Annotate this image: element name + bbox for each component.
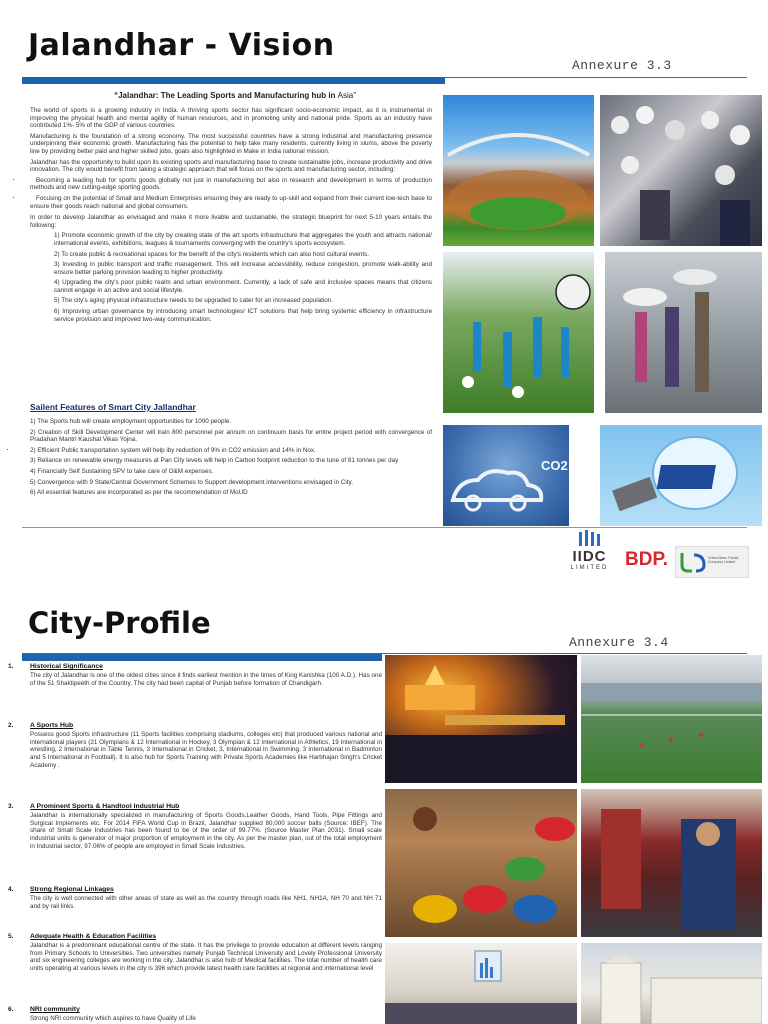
section-number: 6.: [8, 1006, 14, 1013]
section-number: 2.: [8, 722, 14, 729]
profile-section: [0, 933, 382, 973]
ball-factory-photo: [600, 95, 762, 246]
vision-tagline: “Jalandhar: The Leading Sports and Manufacturing hub in Asia”: [114, 91, 356, 100]
features-list: [30, 418, 432, 500]
cloud-car-illustration: [443, 425, 569, 526]
title-rule-thick: [22, 77, 445, 84]
vision-body: [30, 107, 432, 326]
classroom-illustration: [385, 943, 577, 1024]
section-title: A Prominent Sports & Handtool Industrial Hub: [30, 803, 180, 810]
paragraph: Jalandhar has the opportunity to build upon its existing sports and manufacturing base to create sustainable jobs, increase productivity and drive innovation. The city would benefit from taking a strategic approach that will focus on the sports and manufacturing sector, including:: [30, 158, 432, 174]
features-heading: Sailent Features of Smart City Jallandhar: [30, 402, 196, 412]
list-item: 4) Financially Self Sustaining SPV to take care of O&M expenses.: [30, 467, 214, 475]
list-item: 5) The city's aging physical infrastructure needs to be upgraded to cater for an increased population.: [54, 297, 334, 305]
hockey-stadium-photo: [581, 655, 762, 783]
section-body: The city of Jalandhar is one of the oldest cities since it finds earliest mention in the times of King Kanishka (100 A.D.). Has one of the 51 Shaktipeeth of the Country. The city had been capital of Punjab before formation of Chandigarh.: [30, 672, 382, 687]
handtool-worker-photo: [581, 789, 762, 937]
section-number: 3.: [8, 803, 14, 810]
profile-section: [0, 1006, 382, 1023]
list-item: 5) Convergence with 9 State/Central Government Schemes to Support development interventions envisaged in City.: [30, 478, 353, 486]
balls-illustration: [385, 789, 577, 937]
stadium-photo: [443, 95, 594, 246]
section-body: Possess good Sports infrastructure (11 Sports facilities comprising stadiums, colleges etc) that produced various national and international players (21 Olympians & 12 International in Hockey, 3 Olympian & 12 International in Athletics, 19 International in wrestling, 2 International in Table Tennis, 3 International in Cricket, 3, International in Swimming, 3 International in Badminton and 5 International in Football). It is also hub for Sports Training with Private Sports Academies like Harbhajan Singh's Cricket Academy .: [30, 731, 382, 769]
section-title: Adequate Health & Education Facilities: [30, 933, 157, 940]
profile-section: [0, 663, 382, 687]
section-number: 1.: [8, 663, 14, 670]
iidc-logo: [562, 530, 617, 578]
section-body: Jalandhar is internationally specialized in manufacturing of Sports Goods,Leather Goods, Hand Tools, Pipe Fittings and Surgical Implements etc. For 2014 FIFA World Cup in Brazil, Jalandhar supplied 80,000 soccer balls (Source: IBEF). The share of Small Scale Industries has been found to be of the order of 99.77%. (Source Master Plan 2031). Small scale industrial units is generator of major proportion of employment in the city. As per the master plan, out of the total employment in Industrial sector, 97.06% of people are employed in Small Scale Industries.: [30, 812, 382, 850]
annexure-label: Annexure 3.3: [572, 58, 672, 73]
building-illustration: [581, 943, 762, 1024]
bullet-item: · Becoming a leading hub for sports goods globally not just in manufacturing but also in research and development in terms of production methods and new cutting-edge sporting goods.: [30, 177, 432, 192]
players-illustration: [443, 252, 594, 413]
co2-cloud-car-photo: [443, 425, 569, 526]
temple-illustration: [385, 655, 577, 783]
section-title: NRI community: [30, 1006, 80, 1013]
page-title: City-Profile: [28, 606, 211, 640]
profile-section: [0, 886, 382, 910]
football-players-photo: [443, 252, 594, 413]
co2-label: CO2: [541, 458, 568, 473]
bullet-item: · Focusing on the potential of Small and Medium Enterprises ensuring they are ready to up-skill and expand from their current low-tech base to ensure their goods reach national and global consumers.: [30, 195, 432, 210]
rugby-balls-worker-photo: [385, 789, 577, 937]
section-body: Jalandhar is a predominant educational centre of the state. It has the privilege to provide education at different levels ranging from Primary Schools to Universities. Two universities namely Punjab Technical University and Lovely Professional University and six engineering colleges are working in the city. Jalandhar is also hub of Medical facilities. The total number of health care units operating at various levels in the city is 396 which provide latest health care facilities at regional and international level: [30, 942, 382, 973]
section-body: The city is well connected with other areas of state as well as the country through roads like NH1, NH1A, NH 70 and NH 71 and by rail links.: [30, 895, 382, 910]
utc-logo-mark: [678, 549, 708, 575]
annexure-label: Annexure 3.4: [569, 635, 669, 650]
section-title: A Sports Hub: [30, 722, 74, 729]
stadium-illustration: [443, 95, 594, 246]
bdp-logo: BDP.: [625, 549, 668, 570]
temple-night-photo: [385, 655, 577, 783]
list-item: 1) The Sports hub will create employment opportunities for 1000 people.: [30, 418, 232, 425]
bulb-illustration: [600, 425, 762, 526]
balls-illustration: [600, 95, 762, 246]
section-title: Strong Regional Linkages: [30, 886, 114, 893]
list-item: 6) All essential features are incorporated as per the recommendation of MoUD: [30, 489, 248, 497]
pedestrians-illustration: [605, 252, 762, 413]
paragraph: Manufacturing is the foundation of a strong economy. The most successful countries have a strong industrial and manufacturing presence underpinning their economic growth. Manufacturing has the potential to help take many residents, currently living in slums, above the poverty line by providing better paid and higher skilled jobs, goals also highlighted in Make in India national mission.: [30, 132, 432, 155]
profile-section: [0, 803, 382, 851]
list-item: 3) Reliance on renewable energy measures at Pan City levels will help in Carbon footprint reduction to the tune of 81 tonnes per day: [30, 457, 399, 465]
section-body: Strong NRI community which aspires to have Quality of Life: [30, 1015, 196, 1022]
list-item: 2) Creation of Skill Development Center will train 800 personnel per annum on continuum basis for entire project period with convergence of Pradahan Mantri Kaushal Vikas Yojna.: [30, 428, 432, 444]
profile-section: [0, 722, 382, 770]
rain-street-photo: [605, 252, 762, 413]
paragraph: In order to develop Jalandhar as envisaged and make it more livable and sustainable, the strategic blueprint for next 5-10 years entails the following:: [30, 214, 432, 229]
machine-illustration: [581, 789, 762, 937]
blueprint-list: [30, 232, 432, 323]
list-item: 6) Improving urban governance by introducing smart technologies/ ICT solutions that help bring systemic efficiency in infrastructure service provision and improved two-way communication.: [54, 308, 432, 323]
list-item: 1) Promote economic growth of the city by creating state of the art sports infrastructure that aggregates the youth and attracts national/ international events, exhibitions, leagues & tournaments converging with the country's sports ecosystem.: [54, 232, 432, 247]
list-item: 2) To create public & recreational spaces for the benefit of the city's residents which can also host cultural events.: [54, 250, 370, 258]
iidc-logo-text: IIDC: [572, 548, 607, 565]
page-title: Jalandhar - Vision: [28, 28, 335, 63]
utc-logo: [675, 546, 749, 578]
field-illustration: [581, 655, 762, 783]
hospital-building-photo: [581, 943, 762, 1024]
section-number: 5.: [8, 933, 14, 940]
classroom-photo: [385, 943, 577, 1024]
utc-logo-sub: Urban Mass Transit Company Limited: [708, 556, 739, 564]
list-item: 3) Investing in public transport and traffic management. This will increase accessibility, reduce congestion, promote walk-ability and ensure better parking provision leading to higher productivity.: [54, 261, 432, 276]
section-number: 4.: [8, 886, 14, 893]
solar-bulb-photo: [600, 425, 762, 526]
section-title: Historical Significance: [30, 663, 103, 670]
list-item: · 2) Efficient Public transportation system will help iby reduction of 9% in CO2 emission and 14% in Nox.: [30, 447, 432, 455]
paragraph: The world of sports is a growing industry in India. A thriving sports sector has significant socio-economic impact, as it is instrumental in improving the physical health and mental agility of human resources, and in promoting unity and national pride. Sports as an industry have contributed 1%- 5% of the GDP of various countries.: [30, 107, 432, 130]
iidc-logo-mark: [575, 530, 605, 548]
title-rule-thick: [22, 654, 382, 661]
features-bottom-rule: [22, 527, 747, 528]
list-item: 4) Upgrading the city's poor public realm and urban environment. Currently, a lack of safe and inclusive spaces means that citizens cannot engage in an active and social lifestyle.: [54, 279, 432, 294]
title-rule-thin: [445, 77, 747, 78]
iidc-logo-sub: LIMITED: [570, 565, 609, 571]
